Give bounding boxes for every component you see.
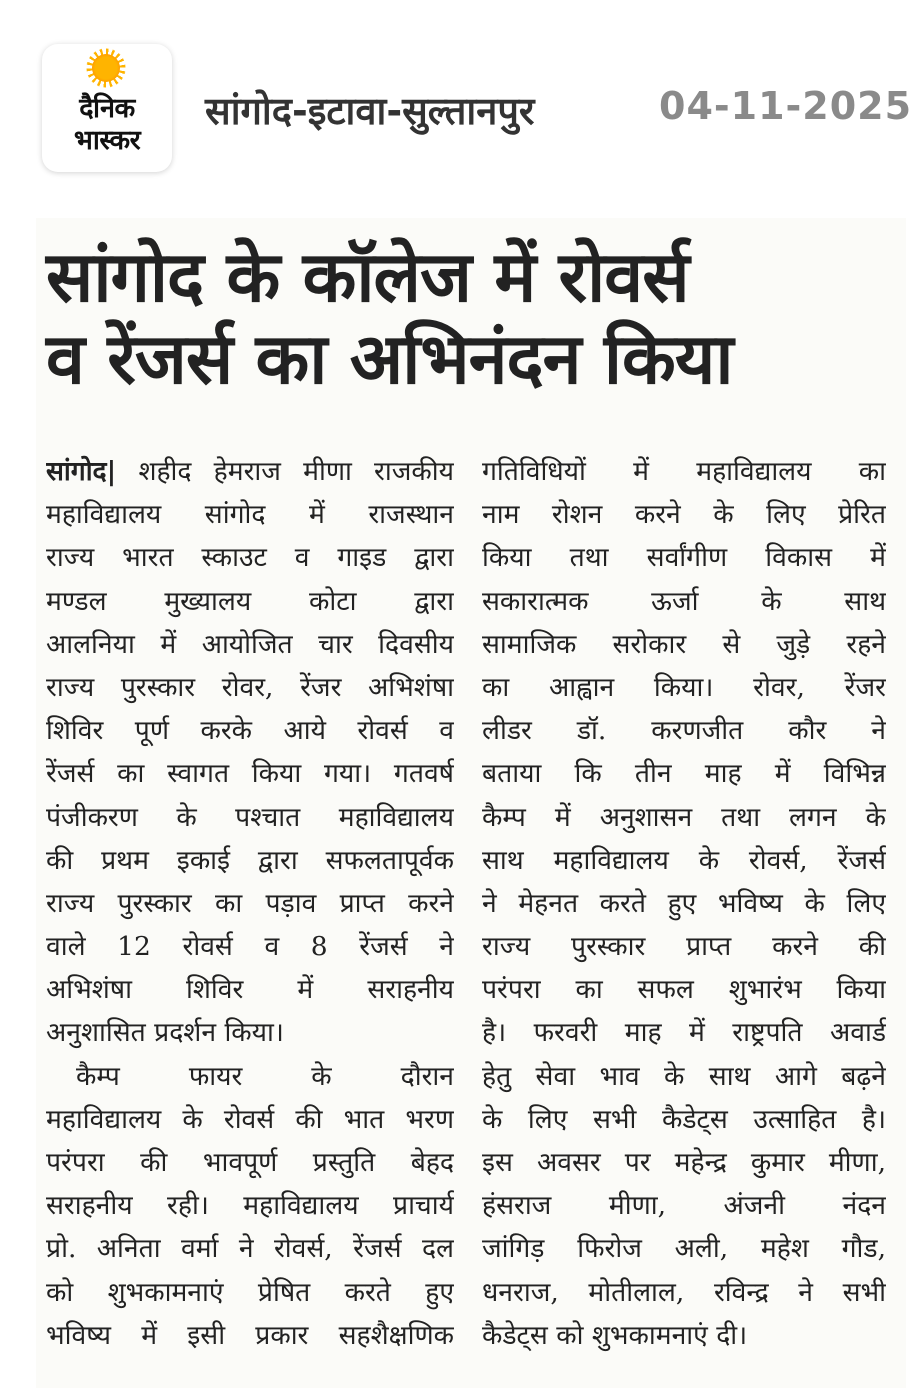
article-column-right <box>482 450 886 1357</box>
article-text-line: गतिविधियों में महाविद्यालय का <box>482 456 886 487</box>
article-text-line: परंपरा का सफल शुभारंभ किया <box>482 974 886 1006</box>
article-text-line: महाविद्यालय सांगोद में राजस्थान <box>46 499 454 531</box>
article-text-line: को शुभकामनाएं प्रेषित करते हुए <box>46 1276 454 1308</box>
article-dateline: सांगोद| <box>46 456 117 487</box>
article-text-line: महाविद्यालय के रोवर्स की भात भरण <box>46 1103 454 1135</box>
headline-line-2: व रेंजर्स का अभिनंदन किया <box>46 318 733 400</box>
article-text-line: का आह्वान किया। रोवर, रेंजर <box>482 671 886 703</box>
article-text-line: अनुशासित प्रदर्शन किया। <box>46 1017 284 1049</box>
article-text-line: लीडर डॉ. करणजीत कौर ने <box>482 715 886 747</box>
article-text-line: हंसराज मीणा, अंजनी नंदन <box>482 1190 886 1222</box>
logo-text-line2: भास्कर <box>73 125 141 156</box>
article-text-line <box>46 450 454 493</box>
article-text-line: की प्रथम इकाई द्वारा सफलतापूर्वक <box>46 844 454 876</box>
logo-text-line1: दैनिक <box>79 93 135 124</box>
article-text-line: पंजीकरण के पश्चात महाविद्यालय <box>46 801 454 833</box>
article-text-line: धनराज, मोतीलाल, रविन्द्र ने सभी <box>482 1276 886 1308</box>
article-text-line: किया तथा सर्वांगीण विकास में <box>482 542 886 574</box>
article-text-line: अभिशंषा शिविर में सराहनीय <box>46 974 454 1006</box>
article-column-left <box>46 450 454 1357</box>
article-text-line: बताया कि तीन माह में विभिन्न <box>482 758 886 790</box>
article-text-line: जांगिड़ फिरोज अली, महेश गौड, <box>482 1233 886 1265</box>
article-text-line: वाले 12 रोवर्स व 8 रेंजर्स ने <box>46 931 454 963</box>
article-text-line: कैडेट्स को शुभकामनाएं दी। <box>482 1319 748 1351</box>
article-text-line: हेतु सेवा भाव के साथ आगे बढ़ने <box>482 1060 886 1092</box>
newspaper-clipping[interactable] <box>36 218 906 1388</box>
article-text-line: के लिए सभी कैडेट्स उत्साहित है। <box>482 1103 886 1135</box>
article-text-line: ने मेहनत करते हुए भविष्य के लिए <box>482 887 886 919</box>
top-bar <box>0 0 919 200</box>
article-text-line: राज्य पुरस्कार रोवर, रेंजर अभिशंषा <box>46 671 454 703</box>
edition-title: सांगोद-इटावा-सुल्तानपुर <box>205 89 535 133</box>
article-text-line: परंपरा की भावपूर्ण प्रस्तुति बेहद <box>46 1147 454 1178</box>
article-text-line: इस अवसर पर महेन्द्र कुमार मीणा, <box>482 1147 886 1178</box>
article-text-line: सामाजिक सरोकार से जुड़े रहने <box>482 628 886 660</box>
article-text-line: राज्य पुरस्कार का पड़ाव प्राप्त करने <box>46 887 454 919</box>
article-text-line: प्रो. अनिता वर्मा ने रोवर्स, रेंजर्स दल <box>46 1233 454 1265</box>
article-text-line: कैम्प में अनुशासन तथा लगन के <box>482 801 886 833</box>
article-text-line: है। फरवरी माह में राष्ट्रपति अवार्ड <box>482 1017 886 1049</box>
article-text-line: मण्डल मुख्यालय कोटा द्वारा <box>46 585 454 617</box>
article-text-line: शिविर पूर्ण करके आये रोवर्स व <box>46 715 454 747</box>
dainik-bhaskar-logo[interactable] <box>42 44 172 172</box>
edition-date: 04-11-2025 <box>659 84 913 128</box>
article-text-line: राज्य पुरस्कार प्राप्त करने की <box>482 931 886 963</box>
article-text-line: रेंजर्स का स्वागत किया गया। गतवर्ष <box>46 758 454 790</box>
article-text-line: राज्य भारत स्काउट व गाइड द्वारा <box>46 542 454 574</box>
headline-line-1: सांगोद के कॉलेज में रोवर्स <box>46 236 689 318</box>
article-text-line: कैम्प फायर के दौरान <box>76 1060 454 1092</box>
article-text-line: साथ महाविद्यालय के रोवर्स, रेंजर्स <box>482 844 886 876</box>
sun-core-icon <box>92 54 120 82</box>
article-text-line: भविष्य में इसी प्रकार सहशैक्षणिक <box>46 1319 454 1351</box>
article-headline <box>46 236 896 400</box>
article-text-line: सकारात्मक ऊर्जा के साथ <box>482 585 886 617</box>
article-text-line: सराहनीय रही। महाविद्यालय प्राचार्य <box>46 1190 454 1222</box>
article-text-line: आलनिया में आयोजित चार दिवसीय <box>46 628 454 660</box>
article-text-span: शहीद हेमराज मीणा राजकीय <box>116 456 454 487</box>
article-text-line: नाम रोशन करने के लिए प्रेरित <box>482 499 886 531</box>
